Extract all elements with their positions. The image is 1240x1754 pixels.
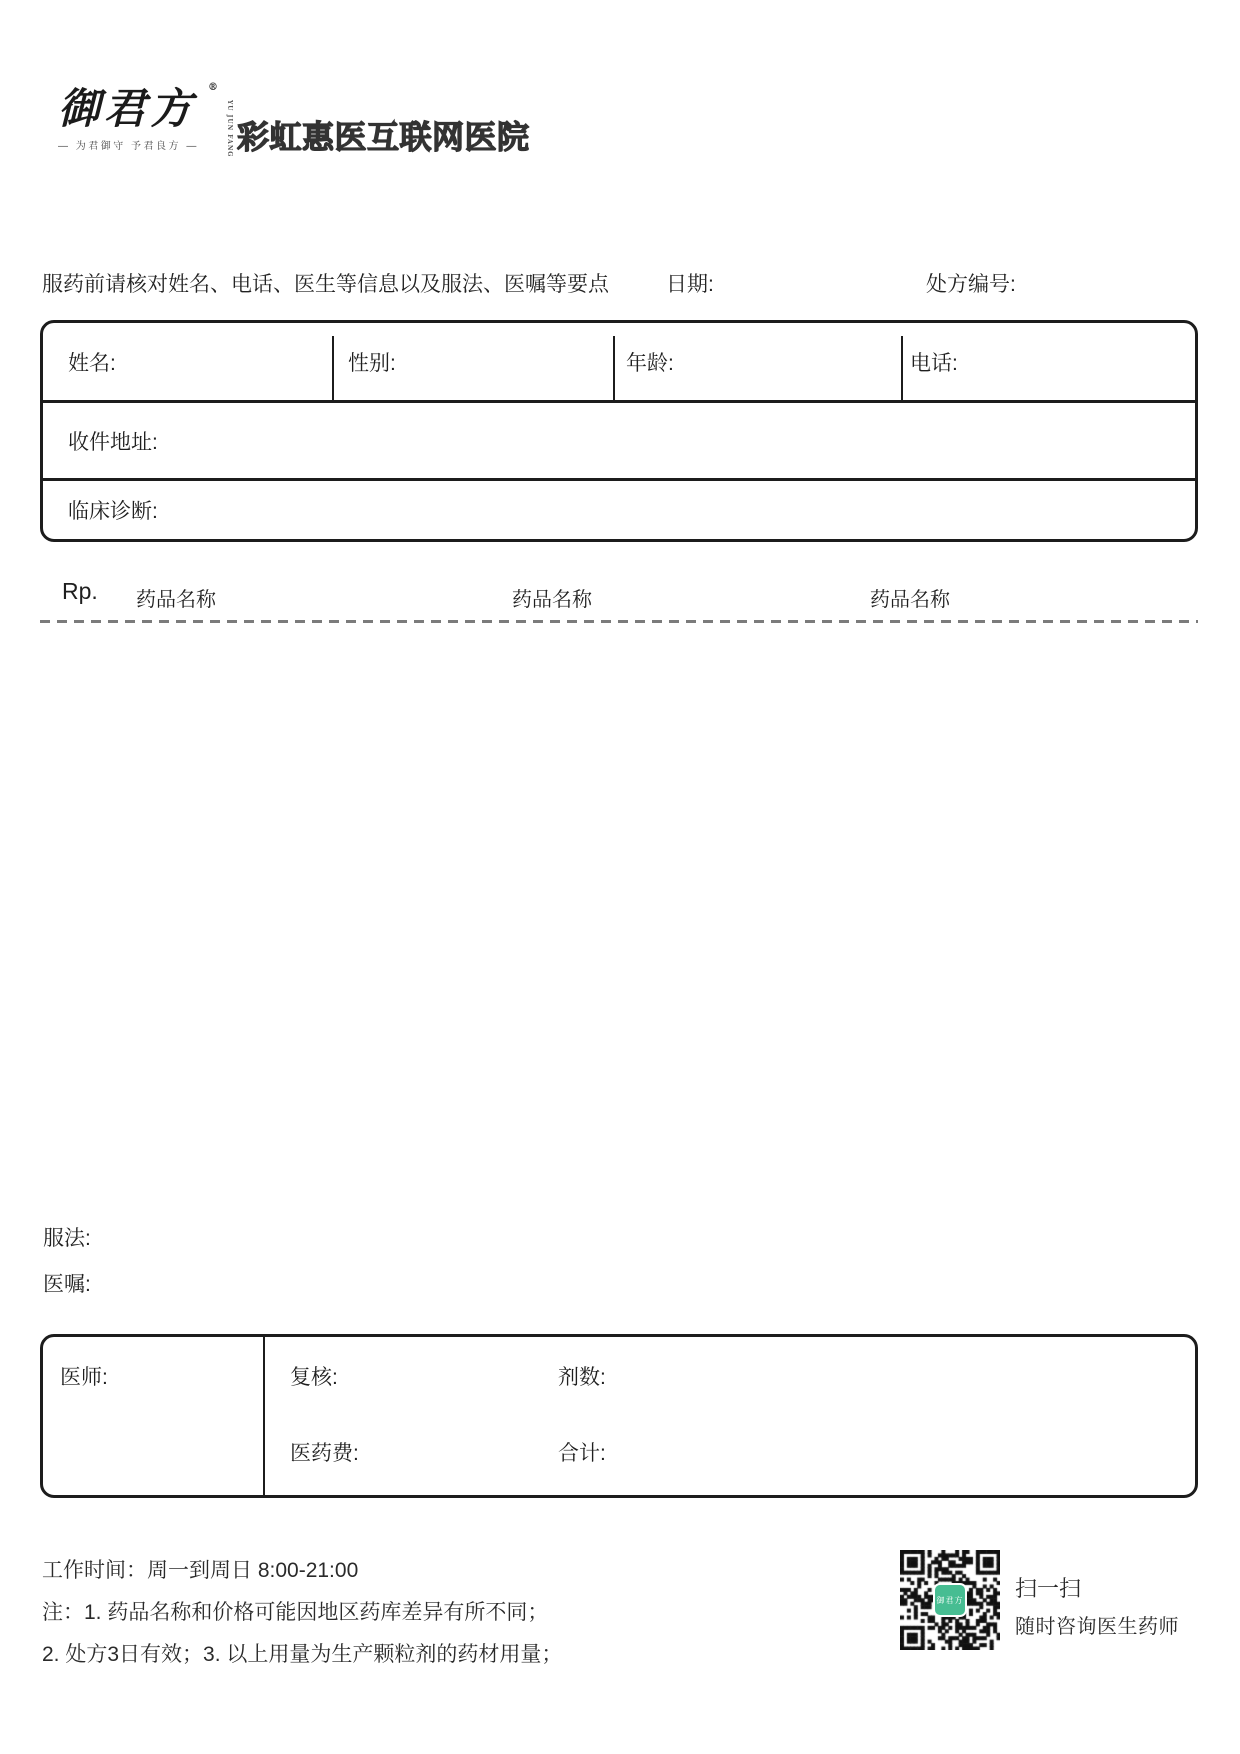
total-label: 合计:	[558, 1442, 606, 1465]
dashed-divider	[40, 620, 1198, 623]
brand-logo-romanization: YU JUN FANG	[226, 100, 233, 158]
patient-phone-field	[901, 323, 1195, 400]
footer-note-line2: 2. 处方3日有效；3. 以上用量为生产颗粒剂的药材用量；	[42, 1643, 563, 1666]
clinical-diagnosis-label: 临床诊断:	[68, 500, 158, 523]
date-label: 日期:	[666, 273, 714, 296]
patient-age-label: 年龄:	[626, 351, 674, 375]
scan-label: 扫一扫	[1015, 1576, 1082, 1601]
medicine-fee-label: 医药费:	[290, 1442, 359, 1465]
qr-code	[900, 1550, 1000, 1650]
drug-name-column-header: 药品名称	[870, 589, 950, 611]
rp-label: Rp.	[62, 578, 98, 604]
footer-note-line1: 注：1. 药品名称和价格可能因地区药库差异有所不同；	[42, 1601, 549, 1624]
patient-age-field	[613, 323, 901, 400]
doctor-signature-field	[43, 1337, 265, 1495]
dosage-method-label: 服法:	[43, 1227, 91, 1250]
verification-notice: 服药前请核对姓名、电话、医生等信息以及服法、医嘱等要点	[42, 273, 609, 296]
drug-name-column-header: 药品名称	[136, 589, 216, 611]
clinical-diagnosis-field	[43, 481, 1195, 539]
patient-address-field	[43, 403, 1195, 481]
review-label: 复核:	[290, 1366, 338, 1389]
patient-address-label: 收件地址:	[68, 430, 158, 454]
patient-info-box	[40, 320, 1198, 542]
qr-center-logo: 御君方	[933, 1583, 967, 1617]
drug-name-column-header: 药品名称	[512, 589, 592, 611]
patient-gender-field	[332, 323, 613, 400]
dose-count-label: 剂数:	[558, 1366, 606, 1389]
doctor-advice-label: 医嘱:	[43, 1273, 91, 1296]
signoff-box	[40, 1334, 1198, 1498]
doctor-label: 医师:	[60, 1366, 108, 1389]
signoff-row-review	[290, 1361, 1195, 1391]
scan-caption: 随时咨询医生药师	[1015, 1616, 1179, 1638]
registered-trademark-icon: ®	[208, 82, 222, 93]
signoff-details	[265, 1337, 1195, 1495]
patient-name-label: 姓名:	[68, 351, 116, 375]
brand-tagline: — 为君御守 予君良方 —	[58, 141, 199, 153]
signoff-row-fee	[290, 1437, 1195, 1467]
brand-logo	[58, 82, 233, 158]
patient-name-field	[43, 323, 332, 400]
brand-logo-characters: 御君方	[58, 84, 197, 133]
patient-row-basic	[43, 323, 1195, 403]
work-hours-note: 工作时间：周一到周日 8:00-21:00	[42, 1559, 359, 1582]
prescription-number-label: 处方编号:	[926, 273, 1016, 296]
patient-phone-label: 电话:	[910, 351, 958, 375]
hospital-name-title: 彩虹惠医互联网医院	[237, 119, 530, 155]
footer-notes	[42, 1550, 562, 1676]
patient-gender-label: 性别:	[348, 351, 396, 375]
